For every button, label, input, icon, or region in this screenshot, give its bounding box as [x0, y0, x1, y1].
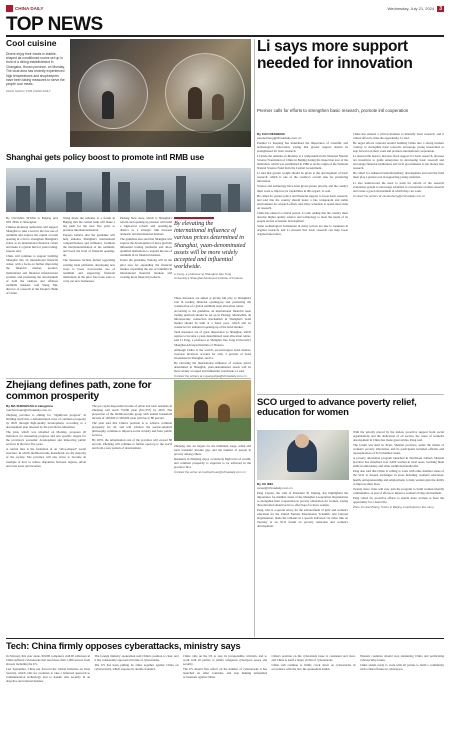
cuisine-photo [70, 39, 251, 147]
paragraph: Peng called for proactive efforts to enable more women to have the opportunity for a better life. [353, 495, 444, 504]
paragraph: The guideline also said that Shanghai will explore the development of more globally influential trading platforms and allow qualified institutions to expand the use of renminbi in its financial markets. [120, 237, 172, 258]
paragraph: Li stressed the need to increase fiscal support for basic research, increase tax incentives to guide enterprises in developing basic research and encourage financial institutions and local governments to put money into research. [353, 154, 444, 171]
article-column [6, 216, 58, 376]
paragraph: China has entered a critical moment to intensify basic research, and it cannot afford to miss the opportunity, Li said. [353, 132, 444, 141]
section-divider [6, 35, 444, 37]
paragraph: By 2035, the urbanization rate of the province will exceed 80 percent. Zhejiang will continue to further open up to the world and form a new pattern of development. [92, 438, 172, 451]
paragraph: The plan, which was unveiled on Monday, proposes 20 indicators for measuring progress and sets specific targets for the province's economic development and improving public services in the next five years. [6, 430, 86, 447]
paragraph: Wang made the remarks at a forum in Beijing that the central bank will make a big push for the next five years to promote internationalization. [63, 216, 115, 233]
sco-article-body [257, 430, 444, 637]
tech-headline: Tech: China firmly opposes cyberattacks, ministry says [6, 641, 241, 651]
photo-caption: Diners enjoy their meals in bubble-shaped air-conditioned rooms set up in front of a dining establishment in Changsha, Hunan province, on Monday. The local area has recently experienced high temperatures and shopkeepers have been taking measures to serve the people cool meals. [6, 51, 65, 87]
byline: By MA ZHENHUAN in Hangzhou mazhenhuan@chinadaily.com.cn [6, 404, 54, 412]
newspaper-name: CHINA DAILY [15, 6, 44, 11]
lead-subheadline: Premier calls for efforts to strengthen basic research, promote intl cooperation [257, 108, 409, 113]
paragraph: Li also underscored the need to push for reform of the research evaluation system to encourage scientists to concentrate on their research and create a good environment in which they can work. [353, 180, 444, 193]
issue-date: Wednesday, July 21, 2024 [387, 6, 435, 11]
paragraph: China stands ready to work with all parties to build a community with a shared future in cyberspace. [360, 663, 444, 672]
article-column [353, 132, 444, 384]
paragraph: Residents in Zhejiang enjoy a relatively high level of wealth, and common prosperity is expected to be achieved in the province first. [174, 457, 251, 470]
article-column [257, 430, 348, 637]
article-column [95, 654, 179, 744]
paragraph: Western countries should stop slandering China and politicizing cybersecurity issues. [360, 654, 444, 663]
contact-line: Contact the writer at mazhenhuan@chinadaily.com.cn [174, 470, 246, 475]
worker-figure [194, 400, 208, 422]
paragraph: In February this year alone, 90,000 computers with IP addresses in China suffered cyberattacks that used more than 1,000 servers from abroad, including the US. [6, 654, 90, 667]
pull-quote-author: Li Feng, a professor at Shanghai Jiao Tong University's Shanghai Advanced Institute of Finance [174, 272, 243, 281]
building [118, 182, 130, 212]
article-column [120, 216, 172, 376]
photo-feature-title: Cool cuisine [6, 38, 57, 48]
paragraph: A poverty alleviation program launched in Northwest China's Shaanxi province has benefited over 2,000 women in rural areas, teaching them skills in embroidery and other traditional handicrafts. [353, 456, 444, 469]
masthead [6, 4, 444, 13]
tech-article-body [6, 654, 444, 744]
contact-line: Contact the writers at ouyangshijia@chinadaily.com.cn [174, 373, 247, 378]
paragraph: Pudong New Area, which is Shanghai's reform and opening-up pioneer, will build a high-level reform and opening-up district as a strategic link between domestic and international markets. [120, 216, 172, 237]
paragraph: He called for enhanced interdisciplinary development and said the fund must play a greater role in supporting young scientists. [353, 171, 444, 180]
building [16, 186, 30, 212]
zhejiang-article-body [6, 404, 172, 637]
article-column [174, 444, 251, 637]
paragraph: Peng Liyuan, the wife of President Xi Jinping, has highlighted the importance for member states of the Shanghai Cooperation Organization to strengthen their cooperation in poverty alleviation for women, saying that education should serve to offer hope for more women. [257, 491, 348, 508]
paragraph: These measures are aimed at giving full play to Shanghai's role in leading financial opening-up and promoting the construction of a global renminbi asset allocation center. [174, 296, 251, 309]
building [66, 192, 82, 212]
paragraph: He urged efforts centered around building China into a strong modern country, to strengthen basic research, encourage young researchers to step forward on their work and promote international cooperation. [353, 141, 444, 154]
paragraph: Such measures are of great importance to Shanghai, which aspires to become a yuan-denominated asset allocation center, said Li Feng, a professor at Shanghai Jiao Tong University's Shanghai Advanced Institute of Finance. [174, 330, 251, 347]
paragraph: According to the guideline, an international financial asset trading platform should be set up in Pudong. Meanwhile, an infrastructure connection mechanism in Shanghai's bond market should be built at a faster pace, which will be conducive for enhanced opening-up of the bond market. [174, 309, 251, 330]
byline: By CAO DESHENG caodesheng@chinadaily.com.cn [257, 132, 302, 140]
lead-headline: Li says more support needed for innovation [257, 38, 413, 72]
shanghai-article-body [6, 216, 172, 376]
shanghai-skyline-photo [6, 168, 251, 212]
paragraph: The forum was held in Xi'an, Shaanxi province, under the theme of women's poverty alleviation, and its participants included officials and representatives of SCO member states. [353, 443, 444, 456]
paragraph: The plan said that China's position is to achieve common prosperity for all, and will advance the people-oriented philosophy, continue to improve social security and basic public services. [92, 421, 172, 438]
article-column [6, 654, 90, 744]
paragraph: Although China is the world's second-largest bond market, overseas investors account for only 3 percent of bond investment in Shanghai, said Li. [174, 347, 251, 360]
paragraph: The foreign ministry spokesman said China's position is clear, and it has consistently opposed all forms of cyberattacks. [94, 654, 179, 663]
byline: By XU WEI xuwei@chinadaily.com.cn [257, 482, 293, 490]
article-column [174, 296, 251, 379]
paragraph: Zhejiang also set targets for the minimum wage, urban and rural residents' income gap, and the number of people in poverty among others. [174, 444, 251, 457]
paragraph: Li made the remarks on Monday at a symposium in the National Natural Science Foundation of China in Beijing during his inspection tour of the institution, which was established in 1986 to be the origin of the National Natural Science Fund from the Central Government. [257, 154, 348, 171]
section-divider [6, 638, 444, 639]
paragraph: Chinese monetary authorities will support Shanghai to take a lead in the free use of renminbi and explore the capital account opening in a bid to strengthen Shanghai's status as an international financial center and make it a global hub for yuan trading, experts said. [6, 225, 58, 254]
contact-line: Zhou Jin and Zhang Yuzhu in Beijing contributed to this story. [353, 504, 435, 509]
paragraph: Peng also said that China is willing to work with other member states of the SCO to deepen exchanges in areas including women's education, health, entrepreneurship and employment, to help women gain the ability to improve their lives. [353, 469, 444, 486]
page-number: 3 [439, 5, 442, 12]
paragraph: The US should first reflect on the number of cyberattacks it has launched on other countries, and stop making unfounded accusations against China. [183, 667, 267, 680]
paragraph: The US has been pulling its allies together against China on cybersecurity, which exposes its double standard. [94, 663, 179, 672]
field [174, 418, 251, 441]
worker-figure [218, 404, 230, 422]
paragraph: Science and technology have been given greater priority, and the country must work to improve its capabilities in this regard, Li said. [257, 184, 348, 193]
newspaper-logo [6, 5, 43, 12]
diner-figure [212, 94, 224, 120]
paragraph: By elevating the international influence of various prices determined in Shanghai, yuan-denominated assets will be more widely accepted and influential worldwide, Li said. [174, 360, 251, 373]
lead-article-body [257, 132, 444, 384]
paragraph: With the priority placed by the nation, proactive support from social organizations and the dedication of all sectors, the cause of women's development in China has made great strides, Peng said. [353, 430, 444, 443]
column-divider [254, 39, 255, 637]
quote-accent-bar [174, 217, 214, 219]
section-title: TOP NEWS [6, 14, 103, 35]
article-column [272, 654, 356, 744]
article-column [92, 404, 172, 637]
building [228, 184, 240, 212]
zhejiang-article-body-continued [174, 444, 251, 637]
paragraph: Twenty more cities will now join the program to build women-friendly communities, as part of efforts to improve women's living environment. [353, 486, 444, 495]
paragraph: A central idea is the formation of an "olive-shaped" social structure, in which middle-income households are the majority of the society. The province will also strive to become an example of how to reduce disparities between regions, urban and rural areas and incomes. [6, 447, 86, 468]
building [102, 172, 110, 212]
zhejiang-headline: Zhejiang defines path, zone for common prosperity [6, 379, 152, 402]
zhejiang-photo [174, 380, 251, 441]
paragraph: China's position on the cyberattack issue is consistent and clear, and China is itself a major victim of cyberattacks. [271, 654, 356, 663]
photo-feature-sidebar [6, 39, 66, 147]
photo-credit: ZHAO SHUAI / FOR CHINA DAILY [6, 88, 51, 93]
paragraph: Some technological bottlenecks in many sectors are due to weakness in original research, and Li stressed that basic research can help boost original innovation. [257, 223, 348, 236]
building [36, 178, 46, 212]
article-column [63, 216, 115, 376]
byline: By OUYANG SHIJIA in Beijing and SHI JING in Shanghai [6, 216, 58, 224]
paragraph: China will continue to support building Shanghai into an international financial center, with a focus on further improving the financial market, product, institutional and financial infrastructure systems, and promoting the development of both the onshore and offshore renminbi markets, said Wang Xin, director of research at the People's Bank of China. [6, 254, 58, 295]
paragraph: Last September, China put forward the Global Initiative on Data Security, which calls for countries to take a balanced approach to communication technology and to handle data security in an objective and rational manner. [6, 667, 90, 684]
diner-figure [102, 91, 114, 119]
shanghai-article-body-continued [174, 296, 251, 376]
paragraph: China calls on the US to stop its irresponsible criticism, and to work with all parties to jointly safeguard cyberspace peace and security. [183, 654, 267, 667]
paragraph: China will continue to firmly crack down on cyberattacks in accordance with the law, the spokesman added. [271, 663, 356, 672]
article-divider [257, 394, 444, 395]
logo-icon [6, 5, 13, 12]
shanghai-headline: Shanghai gets policy boost to promote intl RMB use [6, 152, 204, 162]
building [146, 190, 164, 212]
article-column [360, 654, 444, 744]
paragraph: The per capita disposable income of urban and rural residents in Zhejiang will reach 75,000 yuan ($11,557) by 2025. The proportion of the middle-income group with annual household income of 100,000 to 500,000 yuan will rise to 80 percent. [92, 404, 172, 421]
pull-quote-text: By elevating the international influence of various prices determined in Shanghai, yuan-denominated assets will be more widely accepted and influential worldwide. [174, 221, 246, 271]
paragraph: Experts believe that the guideline will help enhance Shanghai's international competitiveness and influence, facilitate the internationalization of the renminbi, and boost the level of financial opening-up. [63, 233, 115, 258]
article-column [6, 404, 86, 637]
bubble-room-right [165, 53, 245, 133]
paragraph: The measures include further upgrading existing trade platforms, developing new ways to boost cross-border use of renminbi and supporting financial institutions in the pilot free trade zone to carry out new businesses. [63, 258, 115, 283]
article-column [183, 654, 267, 744]
building [176, 176, 186, 212]
paragraph: China has entered a critical period, Li said, adding that the country must develop higher quality science and technology to meet the needs of its people and its economic development. [257, 210, 348, 223]
paragraph: Under the guideline, Pudong will be the pilot area for expanding the financial market, expanding the use of renminbi in international financial markets and creating more financial products. [120, 258, 172, 279]
sco-headline: SCO urged to advance poverty relief, education for women [257, 397, 417, 418]
paragraph: Li said that greater weight should be given to the development of basic research, which is one of the country's overall task for promoting innovation. [257, 171, 348, 184]
paragraph: Zhejiang province is aiming for "significant progress" in building itself into a demonstration zone of common prosperity by 2025 through high-quality development, according to a development plan released by the provincial authorities. [6, 413, 86, 430]
paragraph: Peng, who is a special envoy for the advancement of girls' and women's education for the United Nations Educational, Scientific and Cultural Organization, made the remarks in a speech delivered via video link on Tuesday at an SCO forum on poverty reduction and women's development. [257, 508, 348, 529]
article-column [257, 132, 348, 384]
table-surface [70, 131, 251, 147]
paragraph: Premier Li Keqiang has underlined the importance of scientific and technological innovation, saying that greater support should be strengthened for basic research. [257, 141, 348, 154]
contact-line: Contact the writers at caodesheng@chinadaily.com.cn [353, 193, 426, 198]
building [201, 194, 221, 212]
paragraph: He called for greater policy and financial support to boost basic research, and said that the country should foster a fair, transparent and stable environment for research efforts and allow scientists to spend more time on research. [257, 193, 348, 210]
diner-figure [188, 87, 202, 119]
pull-quote [174, 217, 246, 294]
article-column [353, 430, 444, 637]
